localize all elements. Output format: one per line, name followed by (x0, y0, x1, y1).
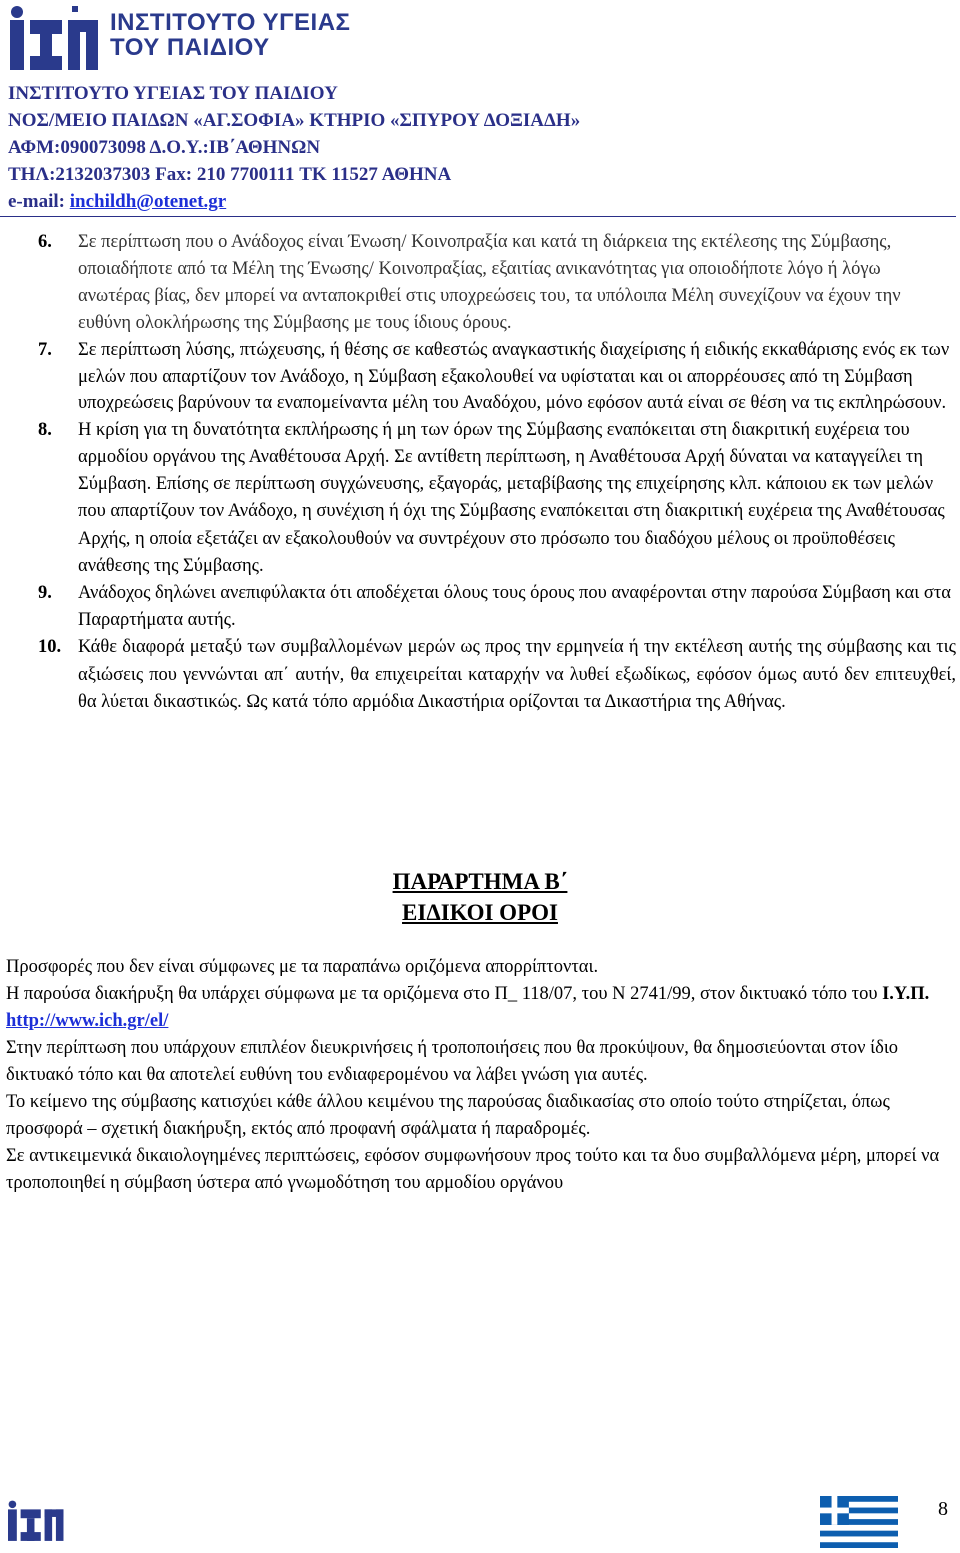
term-paragraph: Προσφορές που δεν είναι σύμφωνες με τα παραπάνω οριζόμενα απορρίπτονται. (6, 957, 599, 977)
clause-number: 7. (38, 340, 52, 360)
clause-text: Η κρίση για τη δυνατότητα εκπλήρωσης ή μη των όρων της Σύμβασης εναπόκειται στη διακριτική ευχέρεια του αρμοδίου οργάνου της Αναθέτουσα Αρχή. Σε αντίθετη περίπτωση, η Αναθέτουσα Αρχή δύναται να καταγγείλει τη Σύμβαση. Επίσης σε περίπτωση συγχώνευσης, εξαγοράς, μεταβίβασης της επιχείρησης κλπ. κάποιου εκ των μελών που απαρτίζουν τον Ανάδοχο, η συνέχιση ή όχι της Σύμβασης εναπόκειται στη διακριτική ευχέρεια της Αναθέτουσας Αρχής, η οποία εξετάζει αν εξακολουθούν να συντρέχουν στο πρόσωπο του διαδόχου μέλους οι προϋποθέσεις ανάθεσης της Σύμβασης. (78, 419, 945, 576)
page-number: 8 (938, 1498, 948, 1520)
annex-title: ΠΑΡΑΡΤΗΜΑ Β΄ (392, 869, 568, 894)
logo-line-2: ΤΟΥ ΠΑΙΔΙΟΥ (110, 34, 270, 61)
clause-number: 8. (38, 419, 52, 440)
institute-logo-icon (10, 6, 102, 74)
tax-info: ΑΦΜ:090073098 Δ.Ο.Υ.:ΙΒ΄ΑΘΗΝΩΝ (8, 137, 321, 158)
clause-6 (38, 229, 956, 337)
term-paragraph: Σε αντικειμενικά δικαιολογημένες περιπτώσεις, εφόσον συμφωνήσουν προς τούτο και τα δυο συμβαλλόμενα μέρη, μπορεί να τροποποιηθεί η σύμβαση ύστερα από γνωμοδότηση του αρμοδίου οργάνου (6, 1146, 940, 1193)
special-terms (6, 954, 956, 1197)
email-label: e-mail: (8, 191, 70, 212)
clause-text: Κάθε διαφορά μεταξύ των συμβαλλομένων μερών ως προς την ερμηνεία ή την εκτέλεση αυτής της σύμβασης και τις αξιώσεις που γεννώνται απ΄ αυτήν, θα επιχειρείται καταρχήν να λυθεί εξωδίκως, εφόσον όμως αυτό δεν επιτευχθεί, θα λύεται δικαστικώς. Ως κατά τόπο αρμόδια Δικαστήρια ορίζονται τα Δικαστήρια της Αθήνας. (78, 637, 956, 712)
institute-name: ΙΝΣΤΙΤΟΥΤΟ ΥΓΕΙΑΣ ΤΟΥ ΠΑΙΔΙΟΥ (8, 83, 338, 104)
greek-flag-icon (790, 1496, 928, 1548)
contact-email-line (8, 188, 580, 215)
hospital-address: ΝΟΣ/ΜΕΙΟ ΠΑΙΔΩΝ «ΑΓ.ΣΟΦΙΑ» ΚΤΗΡΙΟ «ΣΠΥΡΟΥ ΔΟΞΙΑΔΗ» (8, 110, 581, 131)
clause-number: 10. (38, 637, 62, 658)
annex-subtitle: ΕΙΔΙΚΟΙ ΟΡΟΙ (402, 900, 558, 925)
clause-9 (38, 580, 956, 634)
clause-8 (38, 417, 956, 580)
footer-logo-icon (8, 1497, 66, 1547)
letterhead-details (8, 80, 580, 215)
contact-phone: ΤΗΛ:2132037303 Fax: 210 7700111 ΤΚ 11527 ΑΘΗΝΑ (8, 164, 452, 185)
clause-text: Ανάδοχος δηλώνει ανεπιφύλακτα ότι αποδέχεται όλους τους όρους που αναφέρονται στην παρούσα Σύμβαση και στα Παραρτήματα αυτής. (78, 583, 951, 631)
org-abbrev: Ι.Υ.Π. (882, 984, 930, 1004)
term-paragraph: Στην περίπτωση που υπάρχουν επιπλέον διευκρινήσεις ή τροποποιήσεις που θα προκύψουν, θα δημοσιεύονται στον ίδιο δικτυακό τόπο και θα αποτελεί ευθύνη του ενδιαφερομένου να λάβει γνώση για αυτές. (6, 1038, 899, 1085)
header-divider (0, 216, 956, 217)
clause-10 (38, 634, 956, 716)
term-text: Η παρούσα διακήρυξη θα υπάρχει σύμφωνα με τα οριζόμενα στο Π_ 118/07, του Ν 2741/99, στον δικτυακό τόπο του (6, 984, 883, 1004)
clause-text: Σε περίπτωση λύσης, πτώχευσης, ή θέσης σε καθεστώς αναγκαστικής διαχείρισης ή ειδικής εκκαθάρισης ενός εκ των μελών που απαρτίζουν τον Ανάδοχο, η Σύμβαση εξακολουθεί να υφίσταται και οι απορρέουσες από τη Σύμβαση υποχρεώσεις βαρύνουν τα εναπομείναντα μέλη του Αναδόχου, μόνο εφόσον αυτά είναι σε θέση να τις εκπληρώσουν. (78, 340, 950, 414)
clause-text: Σε περίπτωση που ο Ανάδοχος είναι Ένωση/ Κοινοπραξία και κατά τη διάρκεια της εκτέλεσης της Σύμβασης, οποιαδήποτε από τα Μέλη της Ένωσης/ Κοινοπραξίας, εξαιτίας ανικανότητας για οποιοδήποτε λόγο ή λόγω ανωτέρας βίας, δεν μπορεί να ανταποκριθεί στις υποχρεώσεις του, τα υπόλοιπα Μέλη συνεχίζουν να έχουν την ευθύνη ολοκλήρωσης της Σύμβασης με τους ίδιους όρους. (78, 232, 901, 333)
website-link[interactable]: http://www.ich.gr/el/ (6, 1011, 169, 1031)
clause-number: 9. (38, 583, 52, 603)
contract-clauses (38, 229, 956, 716)
term-paragraph: Το κείμενο της σύμβασης κατισχύει κάθε άλλου κειμένου της παρούσας διαδικασίας στο οποίο τούτο στηρίζεται, όπως προσφορά – σχετική διακήρυξη, εκτός από προφανή σφάλματα ή παραδρομές. (6, 1092, 890, 1139)
annex-heading (0, 866, 960, 928)
logo-wordmark (110, 10, 350, 60)
email-link[interactable]: inchildh@otenet.gr (69, 191, 227, 212)
clause-7 (38, 337, 956, 417)
clause-number: 6. (38, 232, 52, 252)
term-paragraph-publication (6, 981, 956, 1035)
logo-line-1: ΙΝΣΤΙΤΟΥΤΟ ΥΓΕΙΑΣ (110, 9, 351, 36)
